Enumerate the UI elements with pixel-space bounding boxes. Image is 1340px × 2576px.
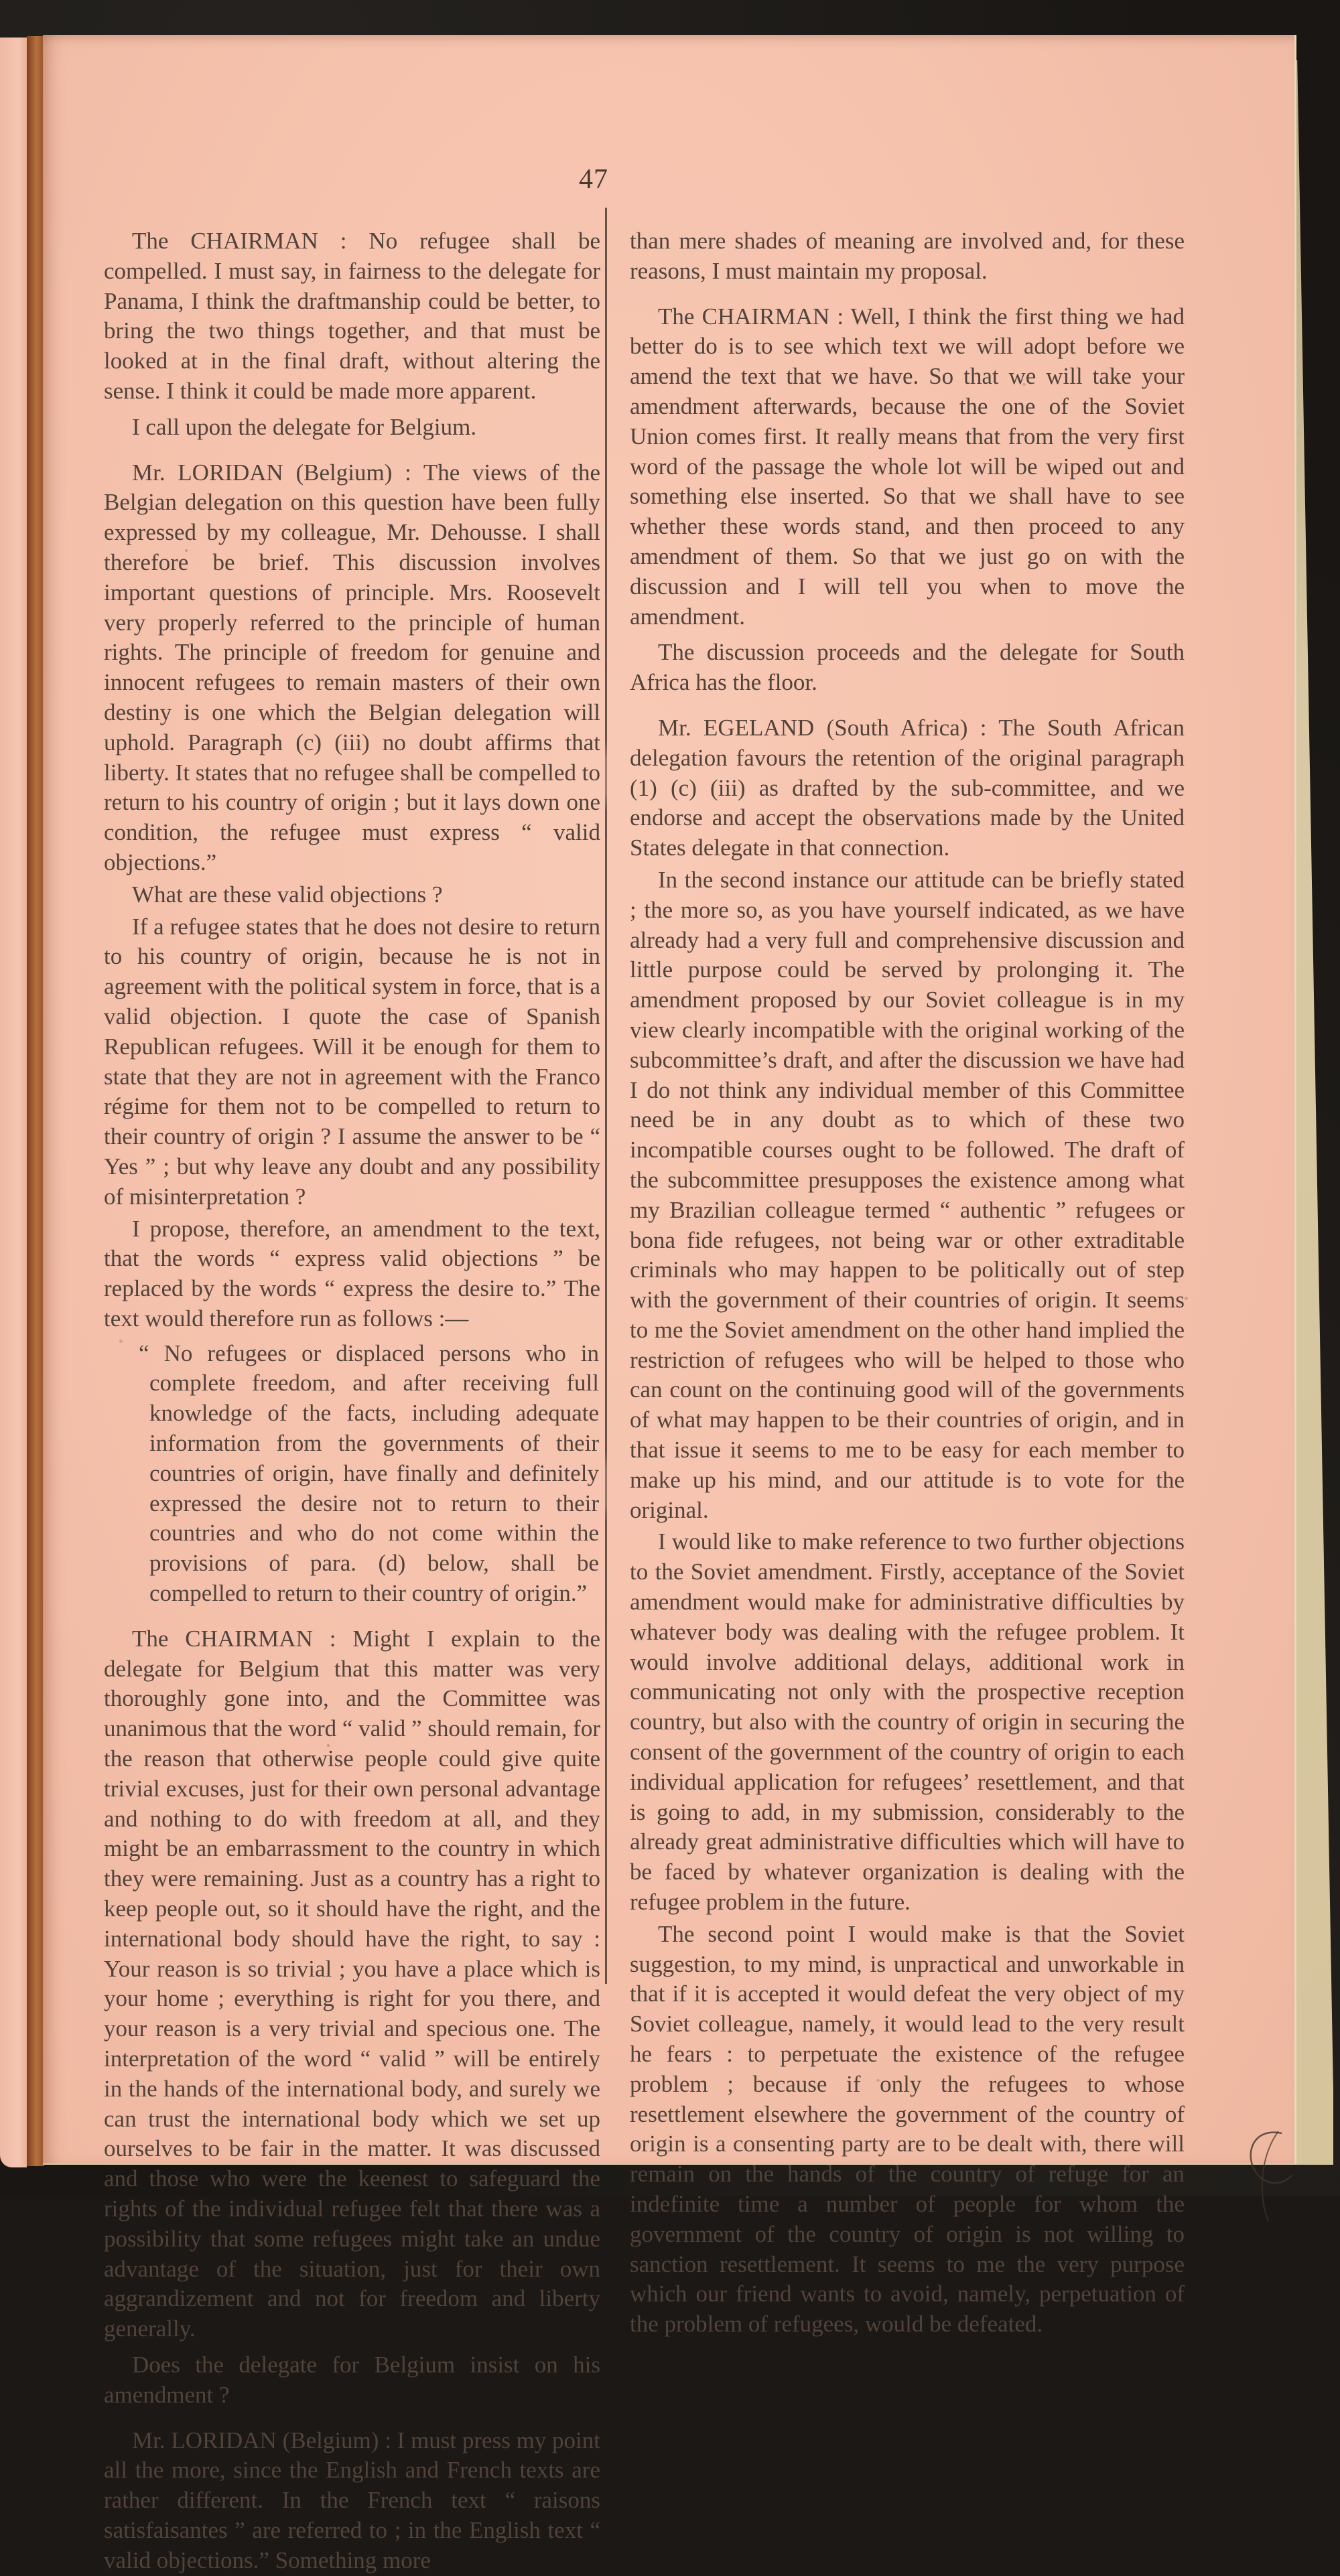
paragraph: If a refugee states that he does not desire to return to his country of origin, because he is not in agreement with the political system in force, that is a valid objection. I quote the case of Spanish Republican refugees. Will it be enough for them to state that they are not in agreement with the Franco régime for them not to be compelled to return to their country of origin ? I assume the answer to be “ Yes ” ; but why leave any doubt and any possibility of misinterpretation ? [104, 913, 600, 1210]
paper-speck [876, 2079, 880, 2082]
paper-speck [119, 1340, 123, 1343]
column-divider-rule [605, 208, 607, 1984]
paragraph: I propose, therefore, an amendment to the text, that the words “ express valid objections ” be replaced by the words “ express the desire to.” The text would therefore run as follows :— [104, 1215, 600, 1332]
paragraph: Does the delegate for Belgium insist on his amendment ? [104, 2351, 600, 2408]
paragraph-egeland: Mr. EGELAND (South Africa) : The South African delegation favours the retention of the original paragraph (1) (c) (iii) as drafted by the sub-committee, and we endorse and accept the observations made by the United States delegate in that connection. [630, 714, 1185, 861]
paper-speck [185, 549, 188, 552]
paper-speck [327, 1744, 330, 1747]
page-number: 47 [579, 164, 608, 195]
paper-speck [1185, 1297, 1188, 1300]
column-right [630, 226, 1185, 2340]
stage-direction: The discussion proceeds and the delegate for South Africa has the floor. [630, 639, 1185, 696]
page-curl-mark [1168, 2071, 1329, 2238]
quoted-draft-text: “ No refugees or displaced persons who in complete freedom, and after receiving full knowledge of the facts, including adequate information from the governments of their countries of origin, have finally and definitely expressed the desire not to return to their countries and who do not come within the provisions of para. (d) below, shall be compelled to return to their country of origin.” [139, 1340, 599, 1607]
paragraph: I would like to make reference to two further objections to the Soviet amendment. Firstly, acceptance of the Soviet amendment would make for administrative difficulties by whatever body was dealing with the refugee problem. It would involve additional delays, additional work in communicating not only with the prospective reception country, but also with the country of origin in securing the consent of the government of the country of origin to each individual application for refugees’ resettlement, and that is going to add, in my submission, considerably to the already great administrative difficulties which will have to be faced by whatever organization is dealing with the refugee problem in the future. [630, 1528, 1185, 1916]
paragraph: What are these valid objections ? [132, 881, 443, 908]
paragraph-chairman: The CHAIRMAN : No refugee shall be compelled. I must say, in fairness to the delegate for Panama, I think the draftmanship could be better, to bring the two things together, and that must be looked at in the final draft, without altering the sense. I think it could be made more apparent. [104, 228, 600, 404]
book-gutter-shadow [27, 36, 44, 2166]
document-page [43, 35, 1296, 2573]
column-left [104, 226, 600, 2576]
paragraph-loridan: Mr. LORIDAN (Belgium) : I must press my point all the more, since the English and French texts are rather different. In the French text “ raisons satisfaisantes ” are referred to ; in the English text “ valid objections.” Something more [104, 2427, 600, 2573]
previous-page-edge [0, 38, 27, 2167]
paper-speck [1022, 383, 1026, 386]
paragraph-loridan: Mr. LORIDAN (Belgium) : The views of the Belgian delegation on this question have been fully expressed by my colleague, Mr. Dehousse. I shall therefore be brief. This discussion involves important questions of principle. Mrs. Roosevelt very properly referred to the principle of human rights. The principle of freedom for genuine and innocent refugees to remain masters of their own destiny is one which the Belgian delegation will uphold. Paragraph (c) (iii) no doubt affirms that liberty. It states that no refugee shall be compelled to return to his country of origin ; but it lays down one condition, the refugee must express “ valid objections.” [104, 459, 600, 875]
paragraph: I call upon the delegate for Belgium. [132, 413, 477, 440]
paragraph-chairman: The CHAIRMAN : Well, I think the first thing we had better do is to see which text we will adopt before we amend the text that we have. So that we will take your amendment afterwards, because the one of the Soviet Union comes first. It really means that from the very first word of the passage the whole lot will be wiped out and something else inserted. So that we shall have to see whether these words stand, and then proceed to any amendment of them. So that we just go on with the discussion and I will tell you when to move the amendment. [630, 303, 1185, 630]
paragraph: In the second instance our attitude can be briefly stated ; the more so, as you have yourself indicated, as we have already had a very full and comprehensive discussion and little purpose could be served by prolonging it. The amendment proposed by our Soviet colleague is in my view clearly incompatible with the original working of the subcommittee’s draft, and after the discussion we have had I do not think any individual member of this Committee need be in any doubt as to which of these two incompatible courses ought to be followed. The draft of the subcommittee presupposes the existence among what my Brazilian colleague termed “ authentic ” refugees or bona fide refugees, not being war or other extraditable criminals who may happen to be politically out of step with the government of their countries of origin. It seems to me the Soviet amendment on the other hand implied the restriction of refugees who will be helped to those who can count on the continuing good will of the governments of what may happen to be their countries of origin, and in that issue it seems to me to be easy for each member to make up his mind, and our attitude is to vote for the original. [630, 866, 1185, 1523]
paragraph-chairman: The CHAIRMAN : Might I explain to the delegate for Belgium that this matter was very thoroughly gone into, and the Committee was unanimous that the word “ valid ” should remain, for the reason that otherwise people could give quite trivial excuses, just for their own personal advantage and nothing to do with freedom at all, and they might be an embarrassment to the country in which they were remaining. Just as a country has a right to keep people out, so it should have the right, and the international body should have the right, to say : Your reason is so trivial ; you have a place which is your home ; everything is right for you there, and your reason is a very trivial and specious one. The interpretation of the word “ valid ” will be entirely in the hands of the international body, and surely we can trust the international body which we set up ourselves to be fair in the matter. It was discussed and those who were the keenest to safeguard the rights of the individual refugee felt that there was a possibility that some refugees might take an undue advantage of the situation, just for their own aggrandizement and not for freedom and liberty generally. [104, 1625, 600, 2342]
paragraph: The second point I would make is that the Soviet suggestion, to my mind, is unpractical and unworkable in that if it is accepted it would defeat the very object of my Soviet colleague, namely, it would lead to the very result he fears : to perpetuate the existence of the refugee problem ; because if only the refugees to whose resettlement elsewhere the government of the country of origin is a consenting party are to be dealt with, there will remain on the hands of the country of refuge for an indefinite time a number of people for whom the government of the country of origin is not willing to sanction resettlement. It seems to me the very purpose which our friend wants to avoid, namely, perpetuation of the problem of refugees, would be defeated. [630, 1920, 1185, 2338]
paragraph-continuation: than mere shades of meaning are involved and, for these reasons, I must maintain my proposal. [630, 228, 1185, 284]
paper-speck [472, 236, 476, 239]
